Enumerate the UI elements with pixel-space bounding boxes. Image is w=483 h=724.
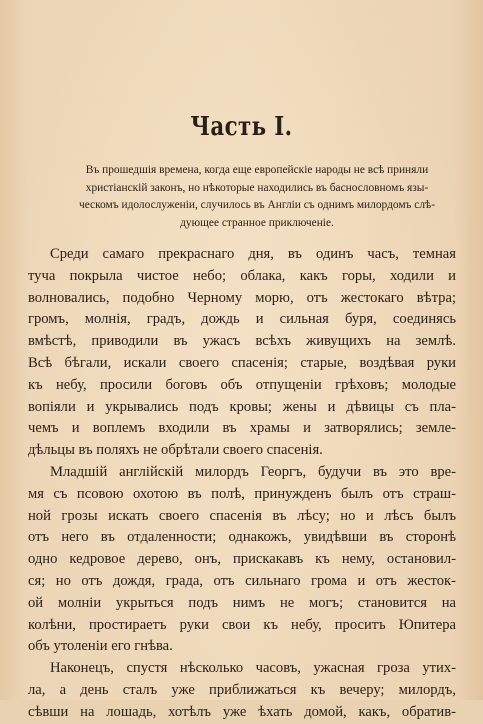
text-line: громъ, молнія, градъ, дождь и сильная буря, соединясь xyxy=(28,311,456,328)
paragraph xyxy=(28,658,456,723)
body-text xyxy=(28,244,456,724)
chapter-intro xyxy=(52,162,462,232)
intro-line: ческомъ идолослуженіи, случилось въ Англіи съ однимъ милордомъ слѣ- xyxy=(78,199,436,211)
text-line: Наконецъ, спустя нѣсколько часовъ, ужасная гроза утих- xyxy=(50,660,456,677)
text-line: Среди самаго прекраснаго дня, въ одинъ часъ, темная xyxy=(50,246,456,262)
text-line: туча покрыла чистое небо; облака, какъ горы, ходили и xyxy=(28,267,456,284)
intro-line: Въ прошедшія времена, когда еще европейскіе народы не всѣ приняли xyxy=(85,164,429,176)
text-line: къ небу, просили боговъ объ отпущеніи грѣховъ; молодые xyxy=(28,376,456,393)
text-line: ной грозы искать своего спасенія въ лѣсу; но и лѣсъ былъ xyxy=(28,507,456,524)
text-line: вмѣстѣ, приводили въ ужасъ всѣхъ живущихъ на землѣ. xyxy=(28,333,456,350)
intro-line: дующее странное приключеніе. xyxy=(180,216,334,229)
text-line: вопіяли и укрывались подъ кровы; жены и дѣвицы съ пла- xyxy=(28,398,456,415)
text-line: ся; но отъ дождя, града, отъ сильнаго грома и отъ жесток- xyxy=(28,572,456,589)
text-line: дѣльцы въ поляхъ не обрѣтали своего спасенія. xyxy=(28,442,323,459)
text-line: объ утоленіи его гнѣва. xyxy=(28,638,173,655)
text-line: чемъ и воплемъ входили въ храмы и затворялись; земле- xyxy=(28,420,456,437)
text-line: одно кедровое дерево, онъ, прискакавъ къ нему, остановил- xyxy=(28,551,456,568)
chapter-heading: Часть I. xyxy=(190,112,293,142)
text-line: колѣни, простираетъ руки свои къ небу, проситъ Юпитера xyxy=(28,616,456,633)
paragraph xyxy=(28,462,456,658)
text-line: Младшій англійскій милордъ Георгъ, будучи въ это вре- xyxy=(50,463,456,480)
text-line: ой молніи укрыться подъ нимъ не могъ; становится на xyxy=(28,594,456,611)
text-line: отъ него въ отдаленности; однакожъ, увидѣвши въ сторонѣ xyxy=(28,529,456,546)
text-line: ла, а день сталъ уже приближаться къ вечеру; милордъ, xyxy=(28,681,456,698)
text-line: мя съ псовою охотою въ полѣ, принужденъ былъ отъ страш- xyxy=(28,485,456,502)
text-line: сѣвши на лошадь, хотѣлъ уже ѣхать домой, какъ, обратив- xyxy=(28,703,456,720)
intro-line: христіанскій законъ, но нѣкоторые находились въ баснословномъ язы- xyxy=(85,181,429,194)
text-line: Всѣ бѣгали, искали своего спасенія; старые, воздѣвая руки xyxy=(28,354,456,371)
text-line: волновались, подобно Черному морю, отъ жестокаго вѣтра; xyxy=(28,289,456,306)
paragraph xyxy=(28,244,456,462)
